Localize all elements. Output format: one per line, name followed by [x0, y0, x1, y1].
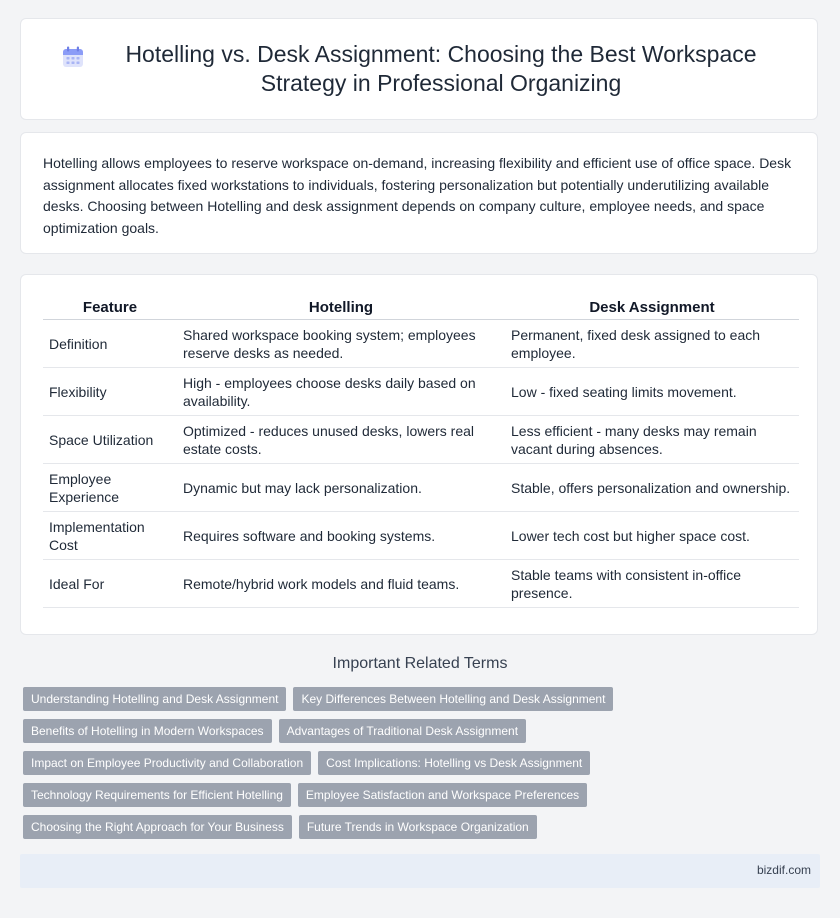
hotelling-cell: High - employees choose desks daily based on availability. [177, 368, 505, 416]
intro-card [20, 132, 818, 254]
feature-cell: Definition [43, 320, 177, 368]
desk-cell: Stable, offers personalization and ownership. [505, 464, 799, 512]
feature-cell: Space Utilization [43, 416, 177, 464]
related-term-tag[interactable]: Cost Implications: Hotelling vs Desk Assignment [318, 751, 590, 775]
related-term-tag[interactable]: Key Differences Between Hotelling and Desk Assignment [293, 687, 613, 711]
related-term-tag[interactable]: Future Trends in Workspace Organization [299, 815, 537, 839]
hotelling-cell: Optimized - reduces unused desks, lowers real estate costs. [177, 416, 505, 464]
table-row [43, 368, 799, 416]
hotelling-cell: Dynamic but may lack personalization. [177, 464, 505, 512]
desk-cell: Permanent, fixed desk assigned to each employee. [505, 320, 799, 368]
table-header-row [43, 295, 799, 320]
feature-cell: Implementation Cost [43, 512, 177, 560]
table-row [43, 560, 799, 608]
footer-site-link[interactable]: bizdif.com [756, 863, 811, 877]
feature-cell: Flexibility [43, 368, 177, 416]
table-row [43, 512, 799, 560]
intro-text: Hotelling allows employees to reserve workspace on-demand, increasing flexibility and efficient use of office space. Desk assignment allocates fixed workstations to individuals, fostering personalization but potentially underutilizing available desks. Choosing between Hotelling and desk assignment depends on company culture, employee needs, and space optimization goals. [43, 155, 792, 236]
footer [20, 854, 820, 888]
related-term-tag[interactable]: Advantages of Traditional Desk Assignment [279, 719, 526, 743]
hotelling-cell: Shared workspace booking system; employees reserve desks as needed. [177, 320, 505, 368]
related-term-tag[interactable]: Employee Satisfaction and Workspace Preferences [298, 783, 587, 807]
desk-cell: Low - fixed seating limits movement. [505, 368, 799, 416]
page-title: Hotelling vs. Desk Assignment: Choosing the Best Workspace Strategy in Professional Organizing [125, 41, 757, 96]
calendar-icon [62, 46, 84, 68]
header-card [20, 18, 818, 120]
related-term-tag[interactable]: Choosing the Right Approach for Your Business [23, 815, 292, 839]
desk-cell: Stable teams with consistent in-office presence. [505, 560, 799, 608]
hotelling-cell: Requires software and booking systems. [177, 512, 505, 560]
related-term-tag[interactable]: Understanding Hotelling and Desk Assignment [23, 687, 286, 711]
desk-cell: Less efficient - many desks may remain vacant during absences. [505, 416, 799, 464]
header-feature: Feature [43, 295, 177, 320]
related-term-tag[interactable]: Impact on Employee Productivity and Collaboration [23, 751, 311, 775]
table-row [43, 464, 799, 512]
related-term-tag[interactable]: Technology Requirements for Efficient Hotelling [23, 783, 291, 807]
table-row [43, 416, 799, 464]
header-desk-assignment: Desk Assignment [505, 295, 799, 320]
related-terms-list [23, 687, 623, 847]
comparison-table-card [20, 274, 818, 635]
desk-cell: Lower tech cost but higher space cost. [505, 512, 799, 560]
related-terms-title: Important Related Terms [332, 655, 508, 672]
comparison-table [43, 295, 799, 608]
header-hotelling: Hotelling [177, 295, 505, 320]
table-row [43, 320, 799, 368]
feature-cell: Employee Experience [43, 464, 177, 512]
hotelling-cell: Remote/hybrid work models and fluid teams. [177, 560, 505, 608]
feature-cell: Ideal For [43, 560, 177, 608]
related-term-tag[interactable]: Benefits of Hotelling in Modern Workspaces [23, 719, 272, 743]
